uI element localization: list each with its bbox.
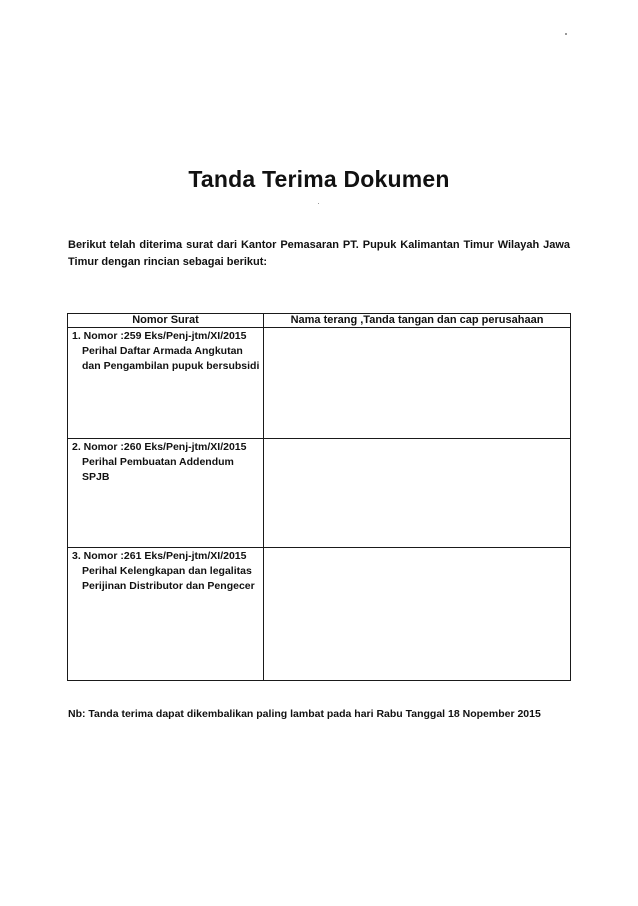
letter-number: 1. Nomor :259 Eks/Penj-jtm/XI/2015 — [72, 330, 247, 342]
letter-subject — [72, 344, 259, 374]
letter-number: 2. Nomor :260 Eks/Penj-jtm/XI/2015 — [72, 441, 247, 453]
scan-speck — [318, 203, 319, 204]
letter-subject-line: Perihal Kelengkapan dan legalitas — [82, 565, 252, 577]
return-note: Nb: Tanda terima dapat dikembalikan paling lambat pada hari Rabu Tanggal 18 Nopember 2015 — [68, 708, 541, 720]
letter-subject — [72, 564, 259, 594]
letter-subject-line: dan Pengambilan pupuk bersubsidi — [82, 360, 260, 372]
letter-subject-line: Perijinan Distributor dan Pengecer — [82, 580, 255, 592]
signature-cell — [264, 328, 571, 439]
receipt-table — [67, 313, 571, 681]
table-header-row — [68, 314, 571, 328]
nomor-surat-cell — [68, 328, 264, 439]
header-tanda-tangan: Nama terang ,Tanda tangan dan cap perusahaan — [264, 314, 571, 328]
intro-paragraph: Berikut telah diterima surat dari Kantor Pemasaran PT. Pupuk Kalimantan Timur Wilayah Jawa Timur dengan rincian sebagai berikut: — [68, 239, 570, 268]
header-nomor-surat: Nomor Surat — [68, 314, 264, 328]
table-row — [68, 328, 571, 439]
letter-subject-line: SPJB — [82, 471, 110, 483]
letter-number: 3. Nomor :261 Eks/Penj-jtm/XI/2015 — [72, 550, 247, 562]
document-title: Tanda Terima Dokumen — [188, 166, 450, 192]
signature-cell — [264, 439, 571, 548]
signature-cell — [264, 548, 571, 681]
scan-speck — [565, 33, 567, 35]
table-row — [68, 439, 571, 548]
letter-subject-line: Perihal Pembuatan Addendum — [82, 456, 234, 468]
table-row — [68, 548, 571, 681]
nomor-surat-cell — [68, 548, 264, 681]
letter-subject-line: Perihal Daftar Armada Angkutan — [82, 345, 243, 357]
nomor-surat-cell — [68, 439, 264, 548]
letter-subject — [72, 455, 259, 485]
